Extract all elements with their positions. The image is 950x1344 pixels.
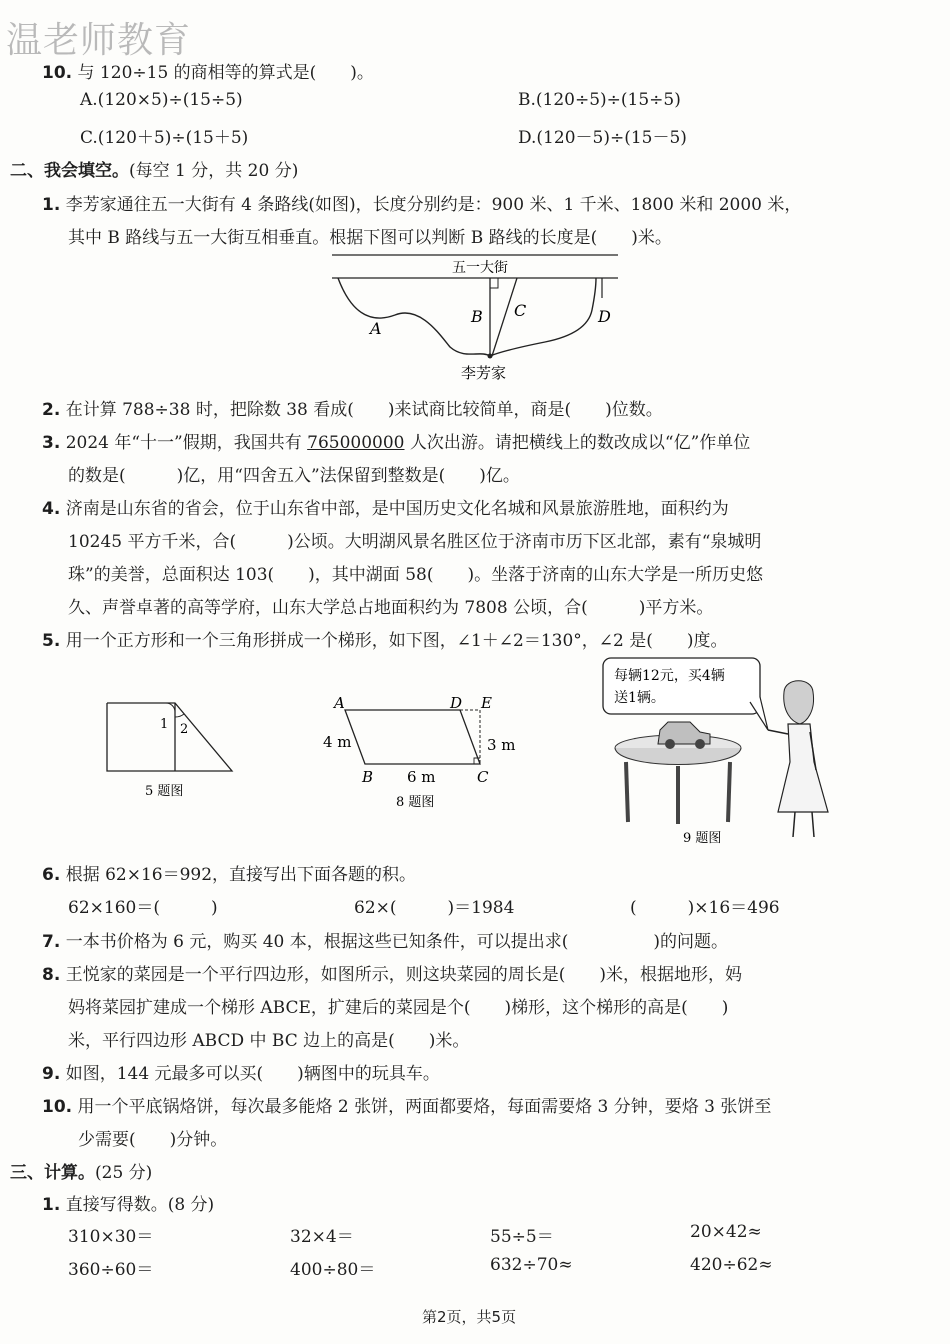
vertex-a: A: [334, 694, 345, 712]
route-a: [338, 278, 490, 356]
calc-item: 632÷70≈: [490, 1255, 573, 1275]
option-d: D.(120－5)÷(15－5): [518, 128, 687, 148]
figure-8: [318, 690, 528, 815]
vertex-c: C: [477, 768, 489, 786]
height-label: 3 m: [487, 736, 516, 754]
label-a: A: [370, 319, 382, 338]
calc-item: 55÷5＝: [490, 1227, 554, 1247]
figure-9: [600, 652, 850, 852]
question-2: 2. 在计算 788÷38 时，把除数 38 看成( )来试商比较简单，商是( )位数。: [42, 400, 663, 420]
question-4-line2: 10245 平方千米，合( )公顷。大明湖风景名胜区位于济南市历下区北部，素有“泉城明: [68, 532, 762, 552]
home-label: 李芳家: [461, 364, 507, 382]
question-10-line2: 少需要( )分钟。: [78, 1130, 228, 1150]
vertex-d: D: [450, 694, 463, 712]
q6-item-2: 62×( )＝1984: [354, 898, 515, 918]
route-d-curve: [490, 278, 596, 356]
vertex-b: B: [362, 768, 374, 786]
question-4-line1: 4. 济南是山东省的省会，位于山东省中部，是中国历史文化名城和风景旅游胜地，面积约为: [42, 499, 729, 519]
street-label: 五一大街: [452, 260, 508, 276]
question-6: 6. 根据 62×16＝992，直接写出下面各题的积。: [42, 865, 417, 885]
route-figure: [330, 250, 620, 390]
question-10-line1: 10. 用一个平底锅烙饼，每次最多能烙 2 张饼，两面都要烙，每面需要烙 3 分钟，要烙 3 张饼至: [42, 1097, 772, 1117]
question-8-line1: 8. 王悦家的菜园是一个平行四边形，如图所示，则这块菜园的周长是( )米，根据地形，妈: [42, 965, 742, 985]
watermark: 温老师教育: [6, 20, 192, 61]
base-label: 6 m: [407, 768, 436, 786]
question-1-line1: 1. 李芳家通往五一大街有 4 条路线(如图)，长度分别约是：900 米、1 千米、1800 米和 2000 米，: [42, 195, 802, 215]
option-a: A.(120×5)÷(15÷5): [80, 90, 243, 110]
label-d: D: [598, 307, 611, 326]
question-8-line3: 米，平行四边形 ABCD 中 BC 边上的高是( )米。: [68, 1031, 470, 1051]
page-footer: 第2页，共5页: [422, 1308, 517, 1326]
question-3-line1: 3. 2024 年“十一”假期，我国共有 765000000 人次出游。请把横线上的数改成以“亿”作单位: [42, 433, 751, 453]
question-8-line2: 妈将菜园扩建成一个梯形 ABCE，扩建后的菜园是个( )梯形，这个梯形的高是( ): [68, 998, 729, 1018]
question-3-line2: 的数是( )亿，用“四舍五入”法保留到整数是( )亿。: [68, 466, 520, 486]
question-7: 7. 一本书价格为 6 元，购买 40 本，根据这些已知条件，可以提出求( )的问题。: [42, 932, 729, 952]
calc-item: 420÷62≈: [690, 1255, 773, 1275]
figure-5-caption: 5 题图: [145, 784, 184, 799]
figure-8-caption: 8 题图: [396, 795, 435, 810]
question-9: 9. 如图，144 元最多可以买( )辆图中的玩具车。: [42, 1064, 440, 1084]
section-3-heading: 三、计算。(25 分): [10, 1163, 153, 1183]
angle-1-label: 1: [160, 717, 169, 732]
underlined-number: 765000000: [307, 433, 405, 453]
bubble-line-1: 每辆12元，买4辆: [614, 668, 725, 684]
option-c: C.(120＋5)÷(15＋5): [80, 128, 249, 148]
bubble-line-2: 送1辆。: [614, 690, 665, 706]
q6-item-1: 62×160＝( ): [68, 898, 218, 918]
question-10-mc: [42, 58, 374, 83]
label-b: B: [471, 307, 483, 326]
calc-item: 360÷60＝: [68, 1260, 154, 1280]
label-c: C: [514, 301, 527, 320]
question-4-line3: 珠”的美誉，总面积达 103( )，其中湖面 58( )。坐落于济南的山东大学是一所历史悠: [68, 565, 764, 585]
side-label: 4 m: [323, 733, 352, 751]
figure-5: [100, 695, 240, 805]
question-number: 10.: [42, 63, 73, 83]
option-b: B.(120÷5)÷(15÷5): [518, 90, 681, 110]
calc-item: 400÷80＝: [290, 1260, 376, 1280]
calc-1-title: 1. 直接写得数。(8 分): [42, 1195, 215, 1215]
figure-9-caption: 9 题图: [683, 831, 722, 846]
calc-item: 310×30＝: [68, 1227, 154, 1247]
question-4-line4: 久、声誉卓著的高等学府，山东大学总占地面积约为 7808 公顷，合( )平方米。: [68, 598, 714, 618]
angle-2-label: 2: [180, 722, 189, 737]
section-2-heading: 二、我会填空。(每空 1 分，共 20 分): [10, 161, 299, 181]
vertex-e: E: [481, 694, 492, 712]
calc-item: 20×42≈: [690, 1222, 762, 1242]
question-text: 与 120÷15 的商相等的算式是( )。: [77, 63, 374, 83]
calc-item: 32×4＝: [290, 1227, 354, 1247]
question-5: 5. 用一个正方形和一个三角形拼成一个梯形，如下图，∠1＋∠2＝130°，∠2 是( )度。: [42, 631, 728, 651]
question-1-line2: 其中 B 路线与五一大街互相垂直。根据下图可以判断 B 路线的长度是( )米。: [68, 228, 672, 248]
q6-item-3: ( )×16＝496: [630, 898, 780, 918]
